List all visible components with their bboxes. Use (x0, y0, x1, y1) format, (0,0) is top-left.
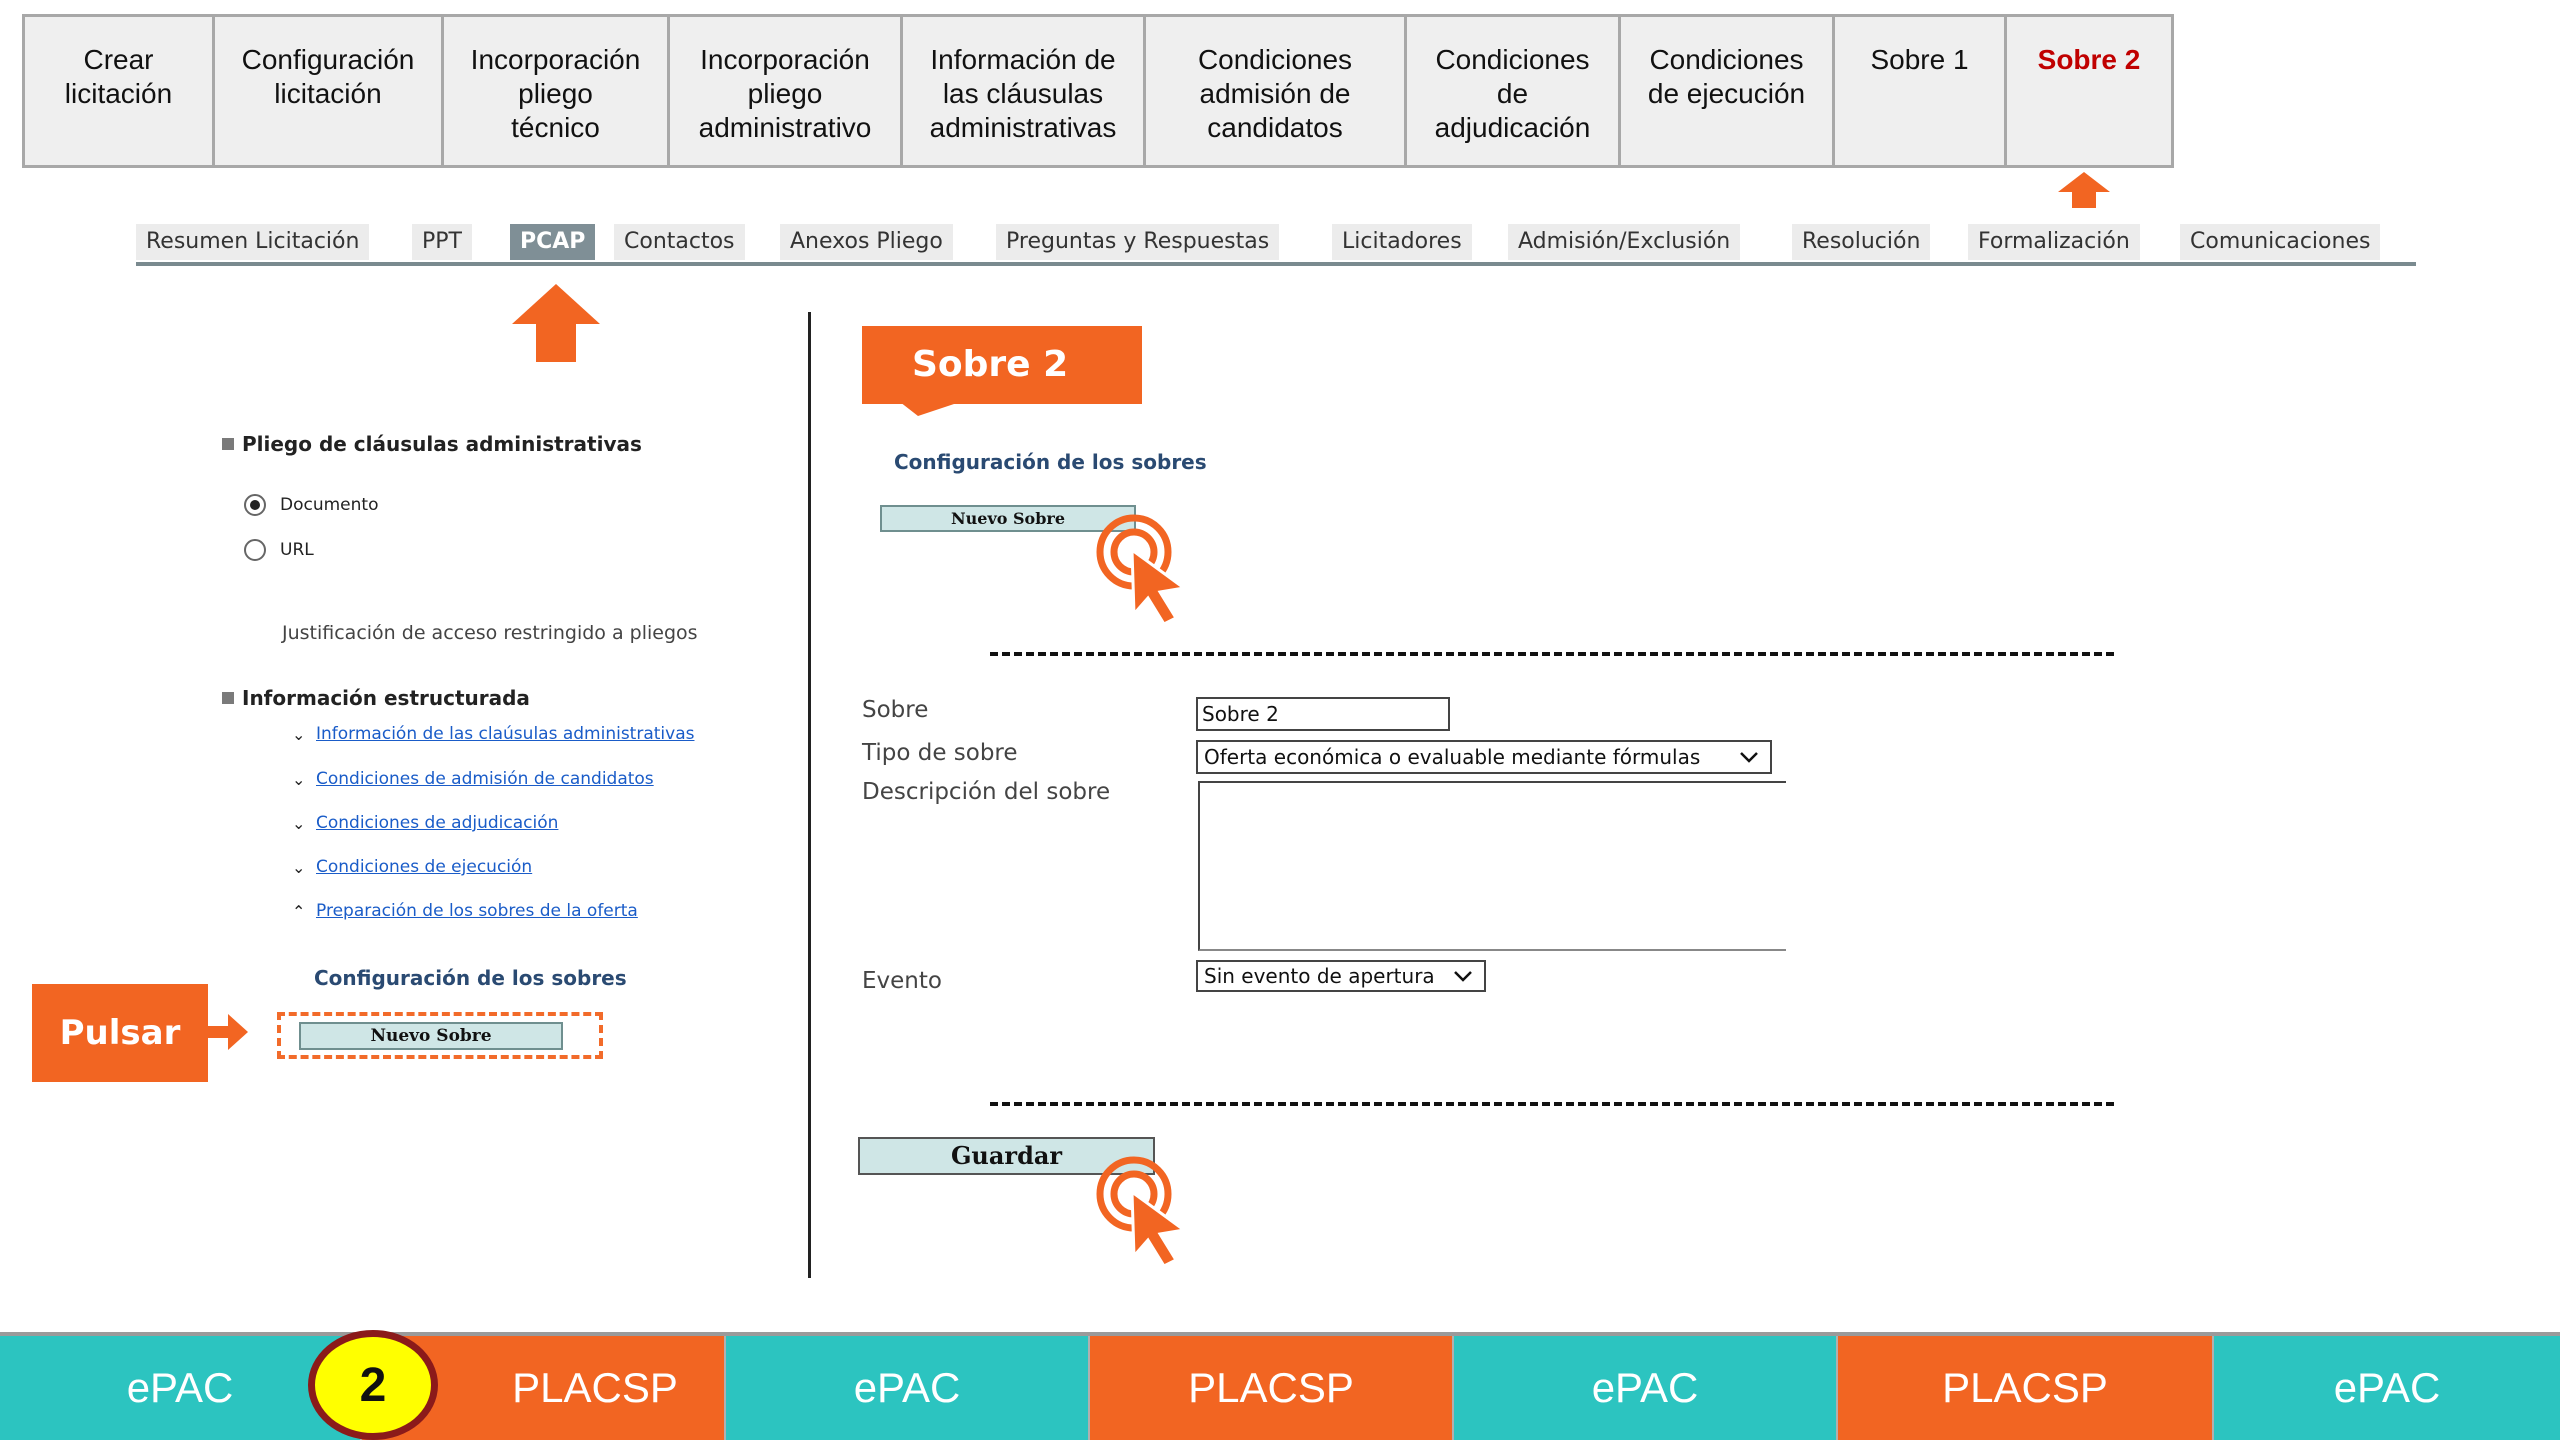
info-estructurada-title: Información estructurada (222, 686, 530, 710)
arrow-right-icon (206, 1012, 250, 1052)
step-configuracion-licitacion[interactable]: Configuración licitación (215, 17, 444, 165)
chevron-down-icon: ⌄ (292, 857, 306, 877)
link-preparacion-sobres[interactable]: ⌃ Preparación de los sobres de la oferta (292, 901, 638, 921)
link-condiciones-adjudicacion[interactable]: ⌄ Condiciones de adjudicación (292, 813, 559, 833)
radio-documento-row[interactable]: Documento (244, 494, 378, 516)
radio-documento[interactable] (244, 494, 266, 516)
step-number-badge: 2 (308, 1330, 438, 1440)
step-pliego-administrativo[interactable]: Incorporación pliego administrativo (670, 17, 903, 165)
tab-admision-exclusion[interactable]: Admisión/Exclusión (1508, 224, 1740, 260)
sobre-input[interactable]: Sobre 2 (1196, 697, 1450, 731)
arrow-up-icon (510, 282, 602, 364)
tab-bar (136, 220, 2416, 266)
bullet-square-icon (222, 438, 234, 450)
link-condiciones-ejecucion[interactable]: ⌄ Condiciones de ejecución (292, 857, 533, 877)
segment-placsp: PLACSP (1090, 1336, 1454, 1440)
evento-label: Evento (862, 968, 942, 994)
step-clausulas-administrativas[interactable]: Información de las cláusulas administrativas (903, 17, 1146, 165)
chevron-down-icon (1452, 965, 1474, 987)
tab-pcap[interactable]: PCAP (510, 224, 595, 260)
left-nuevo-sobre-button[interactable]: Nuevo Sobre (299, 1022, 563, 1050)
tab-contactos[interactable]: Contactos (614, 224, 745, 260)
tipo-sobre-select[interactable]: Oferta económica o evaluable mediante fórmulas (1196, 740, 1772, 774)
chevron-down-icon (1738, 746, 1760, 768)
tab-comunicaciones[interactable]: Comunicaciones (2180, 224, 2380, 260)
arrow-up-icon (2056, 170, 2112, 210)
pulsar-callout: Pulsar (32, 984, 208, 1082)
radio-url[interactable] (244, 539, 266, 561)
tab-resumen-licitacion[interactable]: Resumen Licitación (136, 224, 369, 260)
tab-resolucion[interactable]: Resolución (1792, 224, 1930, 260)
evento-select[interactable]: Sin evento de apertura (1196, 960, 1486, 992)
link-condiciones-admision[interactable]: ⌄ Condiciones de admisión de candidatos (292, 769, 654, 789)
step-crear-licitacion[interactable]: Crear licitación (25, 17, 215, 165)
segment-placsp: PLACSP (362, 1336, 726, 1440)
tab-formalizacion[interactable]: Formalización (1968, 224, 2140, 260)
click-cursor-icon (1094, 512, 1190, 624)
header-pointer-icon (900, 402, 960, 418)
step-condiciones-ejecucion[interactable]: Condiciones de ejecución (1621, 17, 1835, 165)
descripcion-textarea[interactable] (1198, 781, 1786, 951)
segment-epac: ePAC (2214, 1336, 2560, 1440)
left-config-sobres-title: Configuración de los sobres (314, 966, 627, 990)
chevron-down-icon: ⌄ (292, 769, 306, 789)
pliego-section-title: Pliego de cláusulas administrativas (222, 432, 642, 456)
sobre-label: Sobre (862, 697, 929, 723)
step-condiciones-admision[interactable]: Condiciones admisión de candidatos (1146, 17, 1407, 165)
segment-epac: ePAC (0, 1336, 362, 1440)
chevron-down-icon: ⌄ (292, 724, 306, 744)
chevron-down-icon: ⌄ (292, 813, 306, 833)
step-sobre-1[interactable]: Sobre 1 (1835, 17, 2007, 165)
guardar-button[interactable]: Guardar (858, 1137, 1155, 1175)
tab-anexos-pliego[interactable]: Anexos Pliego (780, 224, 953, 260)
separator-top (990, 652, 2114, 656)
step-bar (22, 14, 2174, 168)
panel-divider (808, 312, 811, 1278)
step-sobre-2[interactable]: Sobre 2 (2037, 44, 2141, 75)
tab-preguntas-respuestas[interactable]: Preguntas y Respuestas (996, 224, 1279, 260)
step-condiciones-adjudicacion[interactable]: Condiciones de adjudicación (1407, 17, 1621, 165)
tipo-sobre-label: Tipo de sobre (862, 740, 1018, 766)
bullet-square-icon (222, 692, 234, 704)
chevron-up-icon: ⌃ (292, 901, 306, 921)
segment-epac: ePAC (726, 1336, 1090, 1440)
right-nuevo-sobre-button[interactable]: Nuevo Sobre (880, 505, 1136, 532)
sobre-2-header: Sobre 2 (862, 326, 1142, 404)
right-config-sobres-title: Configuración de los sobres (894, 450, 1207, 474)
link-clausulas-administrativas[interactable]: ⌄ Información de las claúsulas administrativas (292, 724, 695, 744)
descripcion-label: Descripción del sobre (862, 779, 1111, 805)
justificacion-text: Justificación de acceso restringido a pliegos (282, 622, 698, 644)
tab-licitadores[interactable]: Licitadores (1332, 224, 1472, 260)
radio-url-row[interactable]: URL (244, 539, 314, 561)
tab-ppt[interactable]: PPT (412, 224, 472, 260)
step-pliego-tecnico[interactable]: Incorporación pliego técnico (444, 17, 670, 165)
segment-placsp: PLACSP (1838, 1336, 2214, 1440)
separator-bottom (990, 1102, 2114, 1106)
click-cursor-icon (1094, 1154, 1190, 1266)
segment-epac: ePAC (1454, 1336, 1838, 1440)
